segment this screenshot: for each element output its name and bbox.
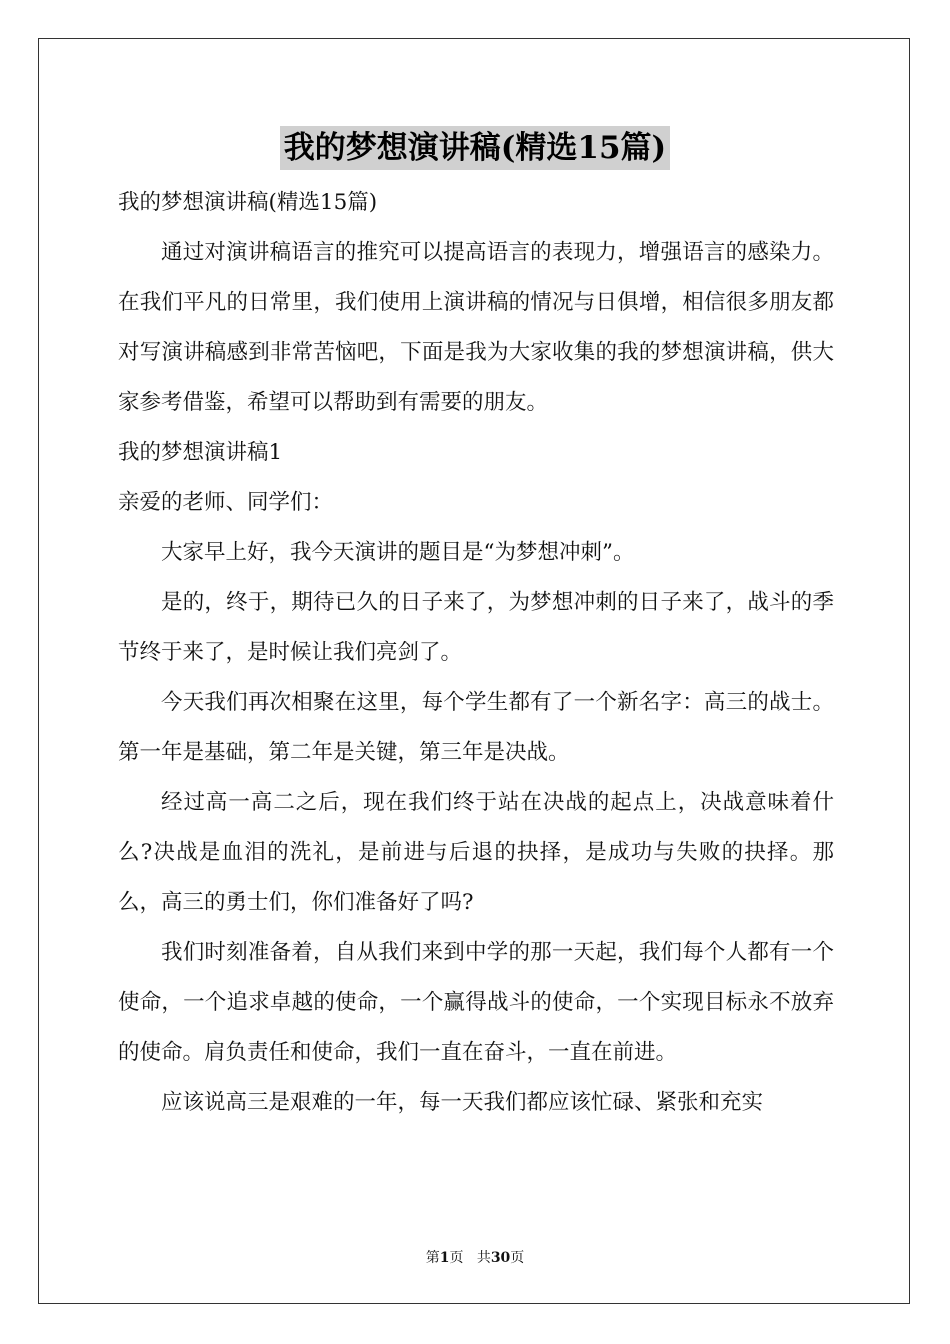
paragraph: 大家早上好，我今天演讲的题目是“为梦想冲刺”。	[161, 540, 635, 565]
paragraph: 我的梦想演讲稿(精选15篇)	[118, 190, 378, 215]
paragraph: 我的梦想演讲稿1	[118, 440, 283, 465]
page-label-suffix: 页	[449, 1250, 464, 1266]
paragraph: 应该说高三是艰难的一年，每一天我们都应该忙碌、紧张和充实	[161, 1090, 764, 1115]
paragraph: 通过对演讲稿语言的推究可以提高语言的表现力，增强语言的感染力。在我们平凡的日常里，我们使用上演讲稿的情况与日俱增，相信很多朋友都对写演讲稿感到非常苦恼吧，下面是我为大家收集的我的梦想演讲稿，供大家参考借鉴，希望可以帮助到有需要的朋友。	[118, 240, 834, 415]
page-label-prefix: 第	[425, 1250, 440, 1266]
title-container	[0, 126, 950, 170]
page-number: 1	[439, 1250, 450, 1266]
paragraph: 我们时刻准备着，自从我们来到中学的那一天起，我们每个人都有一个使命，一个追求卓越的使命，一个赢得战斗的使命，一个实现目标永不放弃的使命。肩负责任和使命，我们一直在奋斗，一直在前进。	[118, 940, 834, 1065]
page-footer	[0, 1247, 950, 1267]
paragraph: 亲爱的老师、同学们：	[118, 490, 334, 515]
total-pages: 30	[490, 1250, 511, 1266]
document-body	[118, 178, 834, 1128]
total-label-suffix: 页	[510, 1250, 525, 1266]
paragraph: 经过高一高二之后，现在我们终于站在决战的起点上，决战意味着什么?决战是血泪的洗礼，是前进与后退的抉择，是成功与失败的抉择。那么，高三的勇士们，你们准备好了吗?	[118, 790, 834, 915]
paragraph: 今天我们再次相聚在这里，每个学生都有了一个新名字：高三的战士。第一年是基础，第二年是关键，第三年是决战。	[118, 690, 834, 765]
paragraph: 是的，终于，期待已久的日子来了，为梦想冲刺的日子来了，战斗的季节终于来了，是时候让我们亮剑了。	[118, 590, 834, 665]
document-title: 我的梦想演讲稿(精选15篇)	[280, 126, 670, 170]
total-label-prefix: 共	[476, 1250, 491, 1266]
